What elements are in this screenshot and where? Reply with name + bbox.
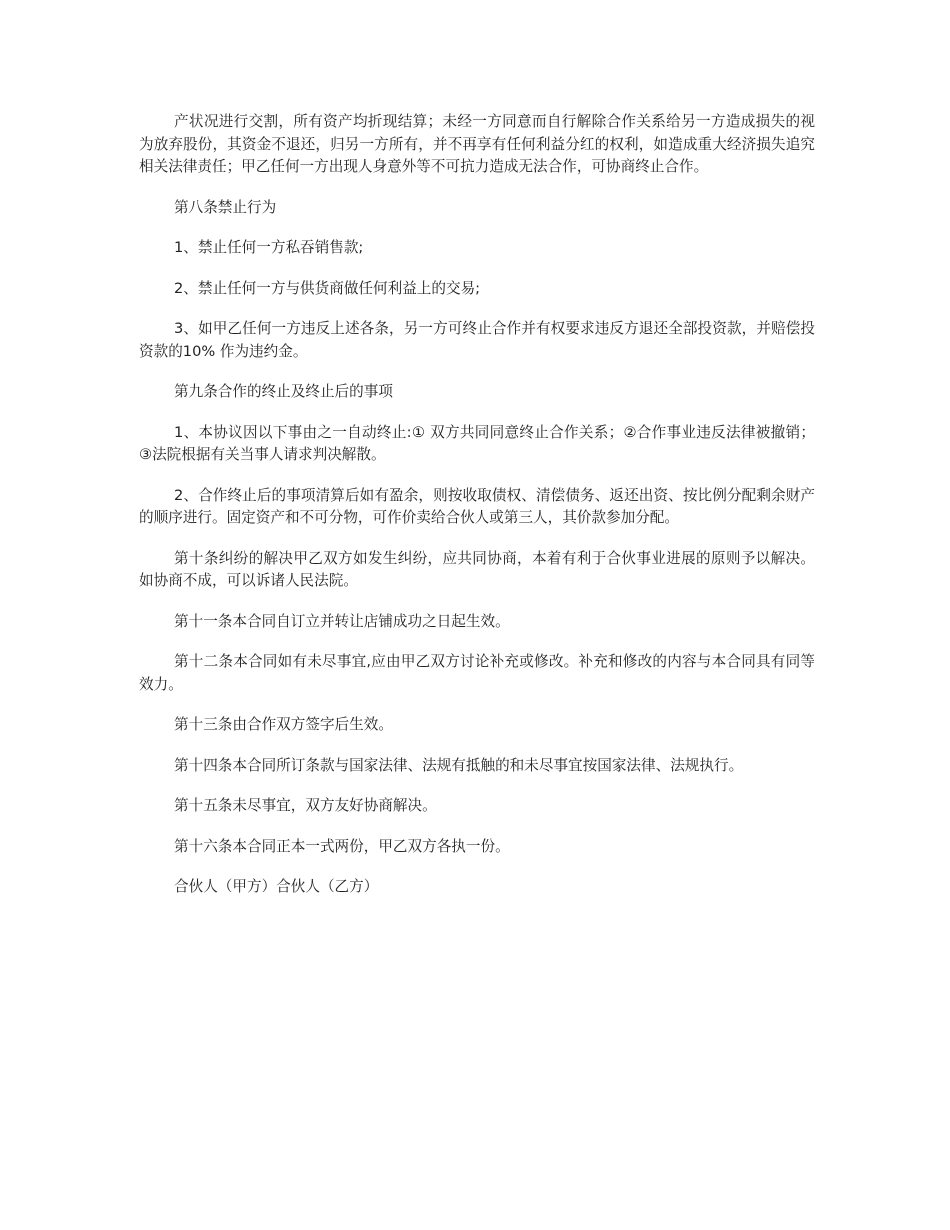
- paragraph-article-8-item-1: 1、禁止任何一方私吞销售款;: [174, 239, 364, 256]
- paragraph-article-9-item-1: 1、本协议因以下事由之一自动终止:① 双方共同同意终止合作关系；②合作事业违反法律被撤销；③法院根据有关当事人请求判决解散。: [139, 423, 815, 463]
- paragraph-article-16: 第十六条本合同正本一式两份，甲乙双方各执一份。: [174, 837, 510, 855]
- paragraph-article-8-item-2: 2、禁止任何一方与供货商做任何利益上的交易;: [174, 279, 481, 297]
- paragraph-article-13: 第十三条由合作双方签字后生效。: [174, 716, 393, 733]
- heading-article-9: 第九条合作的终止及终止后的事项: [174, 383, 393, 400]
- signature-line: 合伙人（甲方）合伙人（乙方）: [174, 878, 379, 895]
- paragraph-article-12: 第十二条本合同如有未尽事宜,应由甲乙双方讨论补充或修改。补充和修改的内容与本合同具有同等效力。: [139, 653, 815, 693]
- paragraph-article-11: 第十一条本合同自订立并转让店铺成功之日起生效。: [174, 612, 510, 630]
- document-body: [139, 111, 815, 917]
- paragraph-article-9-item-2: 2、合作终止后的事项清算后如有盈余，则按收取债权、清偿债务、返还出资、按比例分配剩余财产的顺序进行。固定资产和不可分物，可作价卖给合伙人或第三人，其价款参加分配。: [139, 486, 815, 526]
- paragraph-article-8-item-3: 3、如甲乙任何一方违反上述各条，另一方可终止合作并有权要求违反方退还全部投资款，并赔偿投资款的10% 作为违约金。: [139, 320, 815, 360]
- paragraph-article-15: 第十五条未尽事宜，双方友好协商解决。: [174, 797, 437, 814]
- paragraph-article-10: 第十条纠纷的解决甲乙双方如发生纠纷，应共同协商，本着有利于合伙事业进展的原则予以解决。如协商不成，可以诉诸人民法院。: [139, 549, 815, 589]
- heading-article-8: 第八条禁止行为: [174, 198, 277, 216]
- paragraph-article-14: 第十四条本合同所订条款与国家法律、法规有抵触的和未尽事宜按国家法律、法规执行。: [174, 756, 744, 774]
- paragraph-asset-settlement: 产状况进行交割，所有资产均折现结算；未经一方同意而自行解除合作关系给另一方造成损失的视为放弃股份，其资金不退还，归另一方所有，并不再享有任何利益分红的权利，如造成重大经济损失追究相关法律责任；甲乙任何一方出现人身意外等不可抗力造成无法合作，可协商终止合作。: [139, 113, 815, 175]
